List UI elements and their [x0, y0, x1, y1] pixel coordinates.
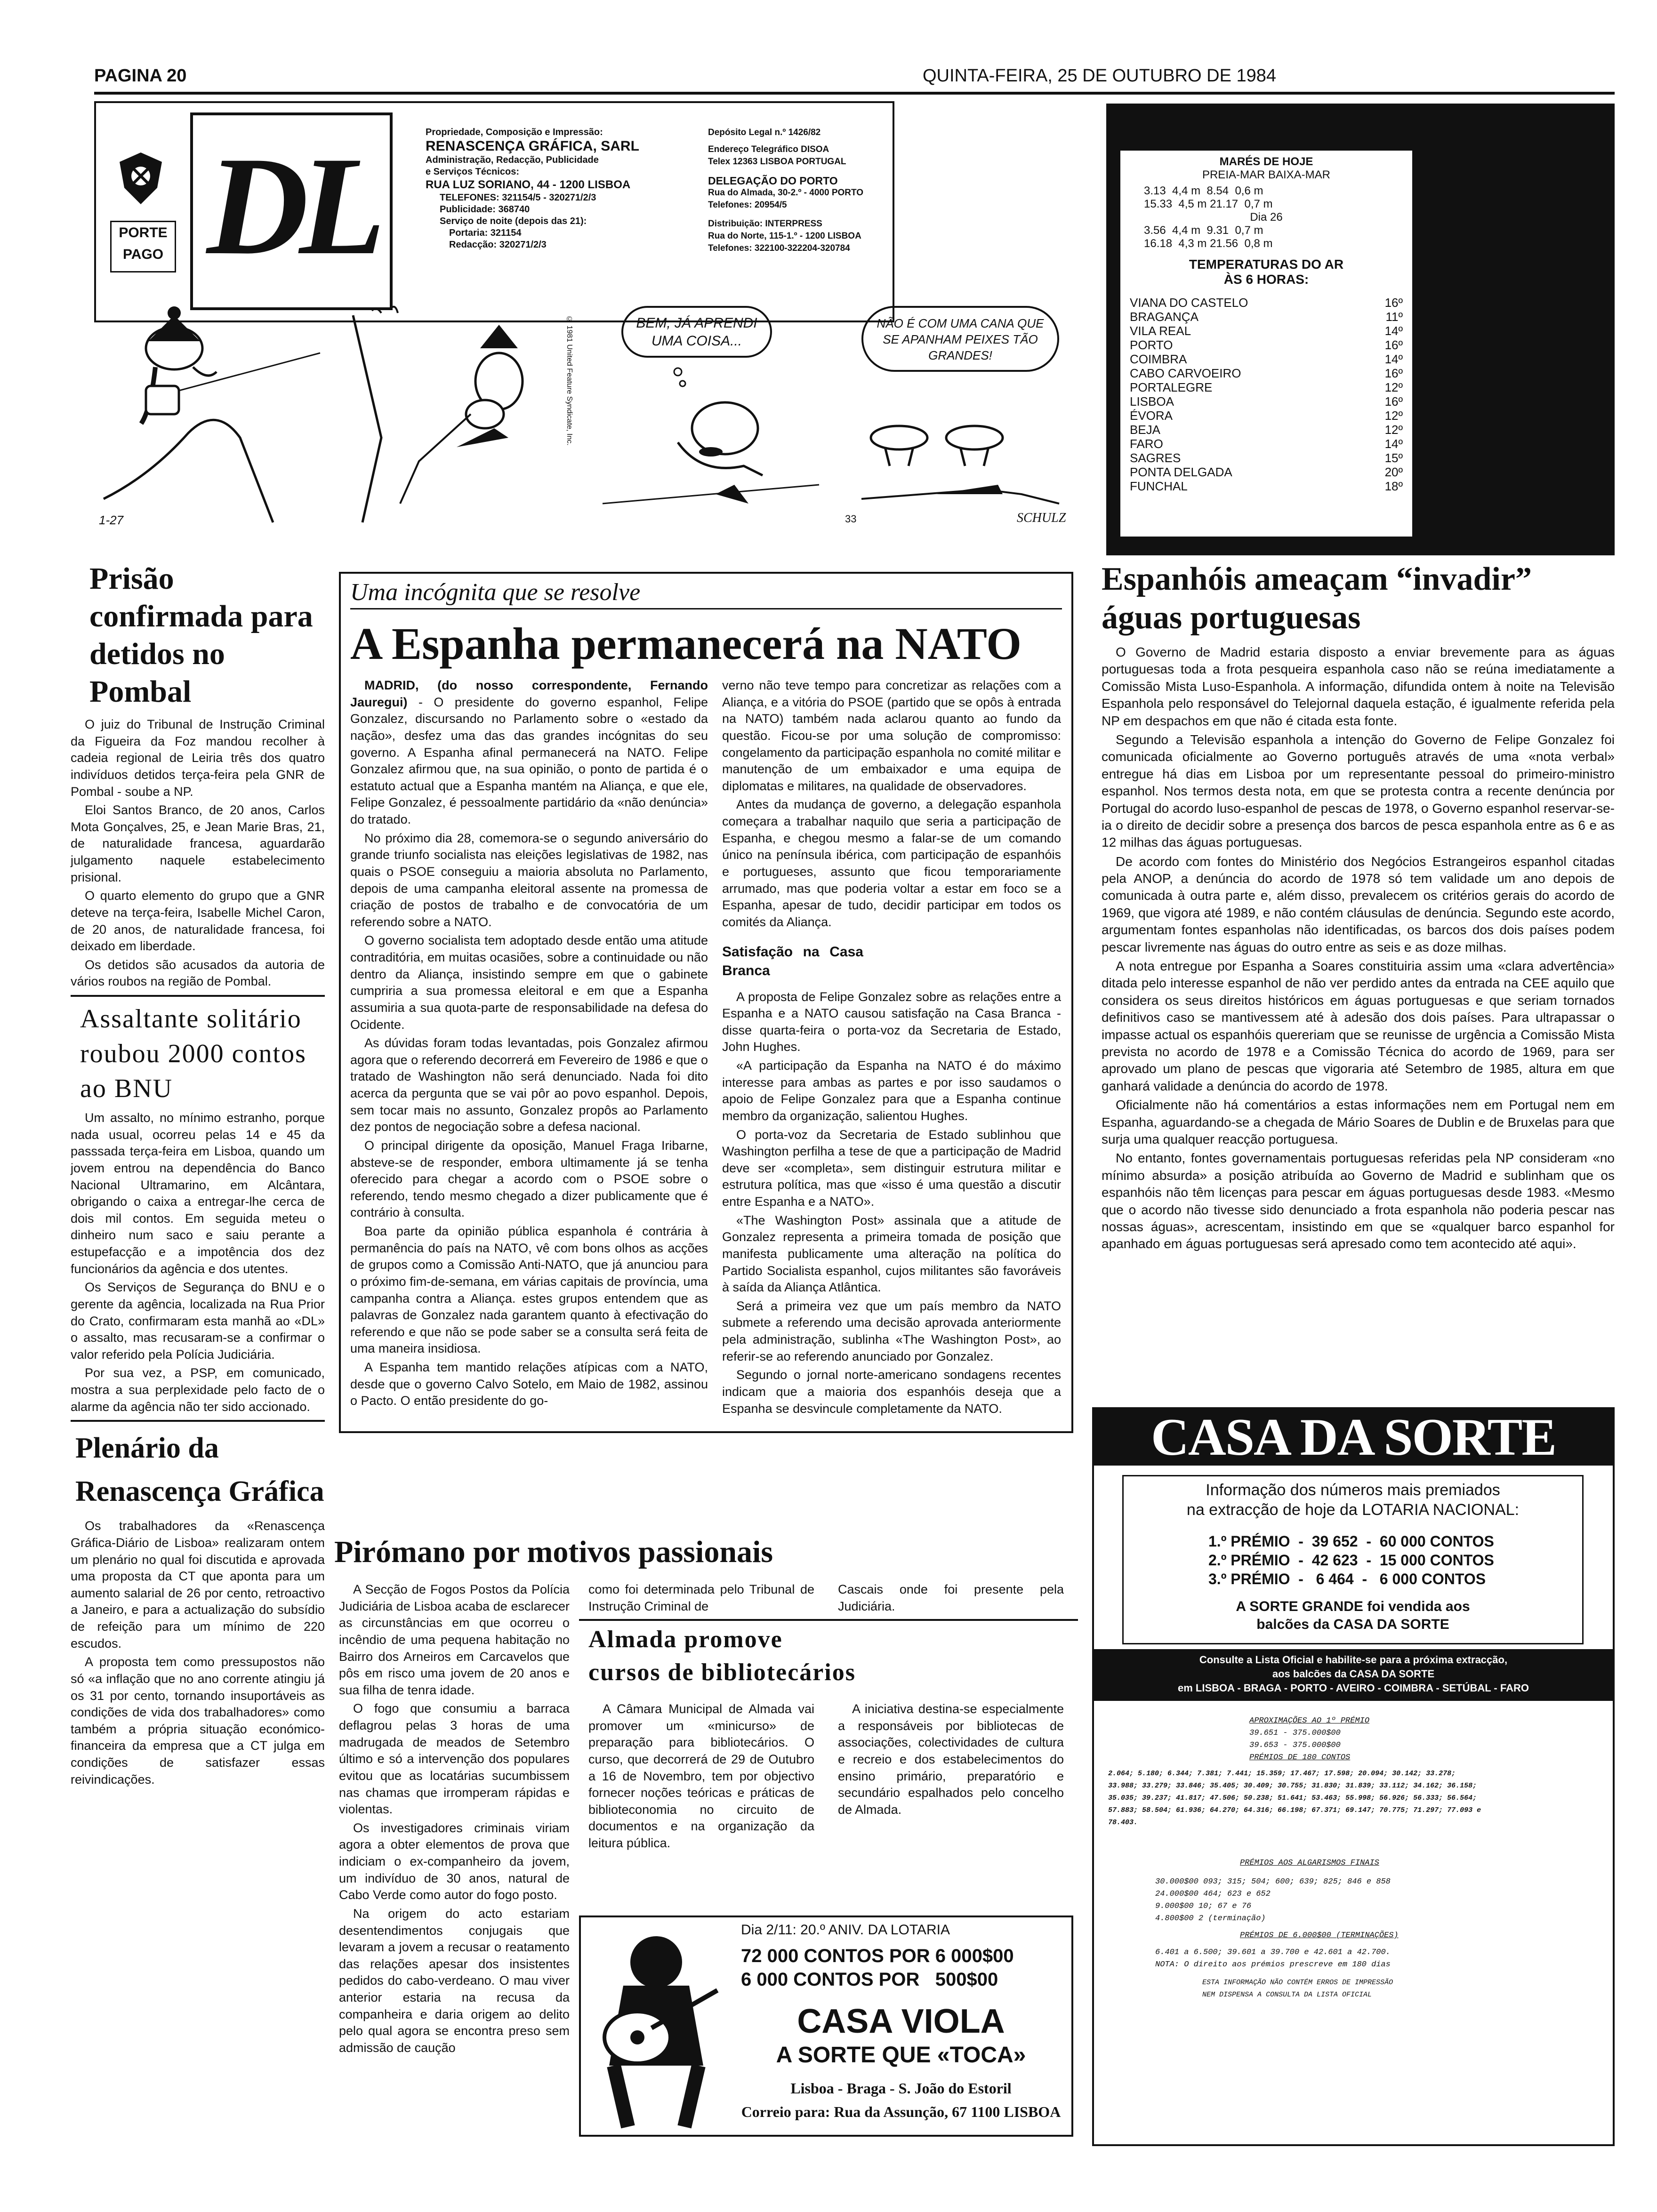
temp-city: SAGRES — [1130, 451, 1181, 465]
temp-row — [1130, 423, 1403, 437]
left-column — [71, 560, 325, 2137]
finals-line: 9.000$00 10; 67 e 76 — [1155, 1902, 1252, 1911]
temp-row — [1130, 296, 1403, 310]
temp-row — [1130, 409, 1403, 423]
paragraph: Os Serviços de Segurança do BNU e o gerente da agência, localizada na Rua Prior do Crato, confirmaram esta manhã ao «DL» o assalto, mas recusaram-se a confirmar o valor referido pela Polícia Judiciária. — [71, 1280, 325, 1362]
paragraph: «The Washington Post» assinala que a atitude de Gonzalez representa a primeira tomada de posição que manifesta publicamente uma alteração na política do Partido Socialista espanhol, cujos militantes são favoráveis à saída da Aliança Atlântica. — [722, 1213, 1061, 1295]
crest-icon — [115, 150, 167, 207]
headline-assaltante: Assaltante solitário roubou 2000 contos ao BNU — [80, 1004, 306, 1103]
paragraph: O juiz do Tribunal de Instrução Criminal da Figueira da Foz mandou recolher à cadeia regional de Leiria três dos quatro indivíduos detidos terça-feira pela GNR de Pombal - soube a NP. — [71, 717, 325, 799]
paragraph: O principal dirigente da oposição, Manuel Fraga Iribarne, absteve-se de responder, embora ultimamente já se tenha oferecido para chegar a acordo com o PSOE sobre o referendo, tendo mesmo chegado a dizer publicamente que é contrário à consulta. — [350, 1138, 708, 1220]
snoopy-thinking-drawing — [593, 297, 833, 532]
divider — [71, 995, 325, 997]
sorte-grande-1: A SORTE GRANDE foi vendida aos — [1236, 1599, 1470, 1614]
temp-row — [1130, 366, 1403, 380]
temp-city: CABO CARVOEIRO — [1130, 366, 1241, 380]
viola-line1: Dia 2/11: 20.º ANIV. DA LOTARIA — [741, 1922, 950, 1938]
paragraph: como foi determinada pelo Tribunal de Instrução Criminal de — [588, 1582, 814, 1613]
info-line: e Serviços Técnicos: — [426, 167, 519, 177]
temp-value: 16º — [1384, 338, 1403, 352]
temp-city: ÉVORA — [1130, 409, 1173, 423]
viola-line3: 6 000 CONTOS POR 500$00 — [741, 1969, 998, 1990]
porte-pago-box — [110, 221, 176, 272]
temps-list — [1130, 296, 1403, 493]
viola-address: Correio para: Rua da Assunção, 67 1100 LISBOA — [741, 2103, 1061, 2120]
weather-box — [1106, 104, 1615, 555]
article-assaltante — [71, 1110, 325, 1415]
piromano-article — [330, 1534, 1087, 2146]
dl-logo — [190, 112, 393, 310]
paragraph: O Governo de Madrid estaria disposto a enviar brevemente para as águas portuguesas toda a frota pesqueira espanhola caso não se reúna imediatamente a Comissão Mista Luso-Espanhola. A informação, difundida ontem à noite na Televisão Espanhola pelo responsável do Telejornal daquela estação, é igualmente referida pela NP em despachos em que não é citada esta fonte. — [1102, 645, 1615, 728]
paragraph: Por sua vez, a PSP, em comunicado, mostra a sua perplexidade pelo facto de o alarme da agência não ter sido accionado. — [71, 1366, 325, 1414]
dl-logo-text: DL — [207, 128, 376, 284]
paragraph: Eloi Santos Branco, de 20 anos, Carlos Mota Gonçalves, 25, e Jean Marie Bras, 21, de naturalidade francesa, aguardarão julgamento naquele estabelecimento prisional. — [71, 803, 325, 884]
temp-city: BRAGANÇA — [1130, 310, 1199, 324]
viola-cities: Lisboa - Braga - S. João do Estoril — [790, 2080, 1012, 2097]
viola-line2: 72 000 CONTOS POR 6 000$00 — [741, 1946, 1014, 1966]
results-title: PRÉMIOS DE 180 CONTOS — [1249, 1753, 1351, 1762]
temp-value: 12º — [1384, 423, 1403, 437]
temp-row — [1130, 394, 1403, 409]
temp-value: 14º — [1384, 437, 1403, 451]
approx-line: 39.653 - 375.000$00 — [1249, 1741, 1341, 1750]
temp-row — [1130, 437, 1403, 451]
sorte-header — [1094, 1409, 1613, 1466]
temp-row — [1130, 338, 1403, 352]
info-line: Endereço Telegráfico DISOA — [708, 144, 829, 154]
tides-row: 3.13 4,4 m 8.54 0,6 m — [1144, 184, 1263, 197]
paragraph: A Secção de Fogos Postos da Polícia Judiciária de Lisboa acaba de esclarecer as circunstâncias em que ocorreu o incêndio de uma pequena habitação no Bairro dos Arneiros em Carcavelos que pôs em risco uma jovem de 20 anos e sua filha de tenra idade. — [339, 1582, 570, 1697]
results-title: PRÉMIOS DE 6.000$00 (TERMINAÇÕES) — [1240, 1931, 1399, 1940]
numbers-line: 33.988; 33.279; 33.846; 35.405; 30.409; 30.755; 31.830; 31.839; 33.112; 34.162; 36.158; — [1108, 1782, 1477, 1790]
temp-city: PORTO — [1130, 338, 1173, 352]
temp-value: 20º — [1384, 465, 1403, 479]
info-line: TELEFONES: 321154/5 - 320271/2/3 — [440, 192, 596, 203]
paragraph: A iniciativa destina-se especialmente a responsáveis por bibliotecas de associações, colectividades de cultura e recreio e dos estabelecimentos do ensino primário, preparatório e secundário espalhados pelo concelho de Almada. — [838, 1702, 1064, 1817]
numbers-line: 2.064; 5.180; 6.344; 7.381; 7.441; 15.359; 17.467; 17.598; 20.094; 30.142; 33.278; — [1108, 1770, 1456, 1778]
disclaimer-line: NEM DISPENSA A CONSULTA DA LISTA OFICIAL — [1202, 1991, 1372, 1999]
paragraph: O fogo que consumiu a barraca deflagrou pelas 3 horas de uma madrugada de meados de Setembro último e só a intervenção dos populares evitou que as locatárias sucumbissem nas chamas que irromperam rápidas e violentas. — [339, 1701, 570, 1817]
tides-row: 15.33 4,5 m 21.17 0,7 m — [1144, 198, 1273, 210]
nato-lead-paragraph — [350, 677, 708, 828]
issue-date: QUINTA-FEIRA, 25 DE OUTUBRO DE 1984 — [923, 66, 1277, 86]
divider — [71, 1420, 325, 1422]
temp-value: 12º — [1384, 380, 1403, 394]
info-line: RENASCENÇA GRÁFICA, SARL — [426, 138, 639, 154]
paragraph: No entanto, fontes governamentais portuguesas referidas pela NP consideram «no mínimo absurda» a posição atribuída ao Governo de Madrid e sublinham que os espanhóis não têm licenças para pescar em águas portuguesas desde 1983. «Mesmo que o acordo não tivesse sido denunciado a frota espanhola não poderia pescar nas nossas águas», acrescentam, insistindo em que se «qualquer barco espanhol for apanhado em águas portuguesas será apresado como tem acontecido até aqui». — [1102, 1151, 1615, 1251]
piromano-column-a — [339, 1581, 570, 2059]
nato-article — [339, 572, 1073, 1433]
results-title: PRÉMIOS AOS ALGARISMOS FINAIS — [1240, 1859, 1379, 1867]
sorte-prize-2: 2.º PRÉMIO - 42 623 - 15 000 CONTOS — [1208, 1552, 1494, 1569]
consulte-line: aos balcões da CASA DA SORTE — [1272, 1668, 1435, 1680]
temp-value: 16º — [1384, 394, 1403, 409]
approx-line: 39.651 - 375.000$00 — [1249, 1729, 1341, 1738]
temp-row — [1130, 324, 1403, 338]
paragraph: A Espanha tem mantido relações atípicas com a NATO, desde que o governo Calvo Sotelo, em Maio de 1982, assinou o Pacto. O então presidente do go- — [350, 1360, 708, 1408]
sorte-title: CASA DA SORTE — [1150, 1408, 1556, 1467]
article-plenario — [71, 1518, 325, 1788]
temp-value: 12º — [1384, 409, 1403, 423]
temp-city: VIANA DO CASTELO — [1130, 296, 1248, 310]
sorte-prize-1: 1.º PRÉMIO - 39 652 - 60 000 CONTOS — [1208, 1533, 1494, 1550]
piromano-column-b — [588, 1581, 814, 1617]
info-line: Propriedade, Composição e Impressão: — [426, 127, 603, 137]
paragraph: De acordo com fontes do Ministério dos Negócios Estrangeiros espanhol citadas pela ANOP, a denúncia do acordo de 1978 só tem validade um ano depois de comunicada à outra parte e, além disso, prevalecem os critérios gerais do acordo de 1969, que vigora até 1989, e não contém cláusulas de denúncia. Segundo este acordo, argumentam fontes espanholas não identificadas, os barcos dos dois países podem pescar livremente nas águas do outro entre as seis e as doze milhas. — [1102, 854, 1615, 954]
paragraph: Os detidos são acusados da autoria de vários roubos na região de Pombal. — [71, 957, 325, 989]
paragraph: Os trabalhadores da «Renascença Gráfica-Diário de Lisboa» realizaram ontem um plenário no qual foi discutida e aprovada uma proposta da CT que aponta para um aumento salarial de 26 por cento, retroactivo a Janeiro, e para a actualização do subsídio de refeição para um mínimo de 220 escudos. — [71, 1519, 325, 1651]
paragraph: Os investigadores criminais viriam agora a obter elementos de prova que indiciam o ex-companheiro da jovem, um indivíduo de 30 anos, natural de Cabo Verde como autor do fogo posto. — [339, 1820, 570, 1902]
casa-viola-ad — [579, 1915, 1073, 2137]
paragraph: O governo socialista tem adoptado desde então uma atitude contraditória, em muitas ocasiões, sobre a continuidade ou não dentro da Aliança, insistindo sempre em que o gabinete cumpriria a sua promessa eleitoral e em que a Espanha assumiria a sua quota-parte de responsabilidade na defesa do Ocidente. — [350, 933, 708, 1032]
tides-row: 3.56 4,4 m 9.31 0,7 m — [1144, 224, 1263, 237]
temp-value: 11º — [1385, 310, 1403, 324]
paragraph: Na origem do acto estariam desentendimentos conjugais que levaram a jovem a recusar o reatamento das relações apesar dos insistentes pedidos do cabo-verdeano. O mau viver anterior estaria na recusa da companheira e daria origem ao delito pelo qual agora se encontra preso sem admissão de caução — [339, 1906, 570, 2055]
paragraph: A proposta tem como pressupostos não só «a inflação que no ano corrente atingiu já os 31 por cento, tornando insuportáveis as condições de vida dos trabalhadores» como também a própria situação económico-financeira da empresa que a CT julga em condições de satisfazer essas reivindicações. — [71, 1655, 325, 1787]
almada-column-b — [838, 1701, 1064, 1820]
numbers-line: 57.883; 58.504; 61.936; 64.270; 64.316; 66.198; 67.371; 69.147; 70.775; 71.297; 77.093 e — [1108, 1806, 1481, 1814]
temp-row — [1130, 465, 1403, 479]
paragraph: O quarto elemento do grupo que a GNR deteve na terça-feira, Isabelle Michel Caron, de 20 anos, de naturalidade francesa, foi deixado em liberdade. — [71, 889, 325, 954]
masthead-left-info — [426, 127, 670, 251]
nato-column-b — [722, 677, 1061, 1419]
paragraph: No próximo dia 28, comemora-se o segundo aniversário do grande triunfo socialista nas eleições legislativas de 1982, nas quais o PSOE conseguiu a maioria absoluta no Parlamento, depois de uma campanha eleitoral assente na promessa de criação de postos de trabalho e de convocatória de um referendo sobre a NATO. — [350, 831, 708, 929]
sorte-grande-2: balcões da CASA DA SORTE — [1256, 1617, 1449, 1632]
nota-line: NOTA: O direito aos prémios prescreve em 180 dias — [1155, 1960, 1391, 1969]
consulte-line: em LISBOA - BRAGA - PORTO - AVEIRO - COIMBRA - SETÚBAL - FARO — [1178, 1682, 1529, 1694]
paragraph: A Câmara Municipal de Almada vai promover um «minicurso» de preparação para bibliotecários. O curso, que decorrerá de 29 de Outubro a 16 de Novembro, tem por objectivo fornecer noções teóricas e práticas de biblioteconomia no circuito de documentos e na organização da leitura pública. — [588, 1702, 814, 1850]
comic-date: 1-27 — [99, 513, 124, 527]
almada-column-a — [588, 1701, 814, 1854]
disclaimer-line: ESTA INFORMAÇÃO NÃO CONTÉM ERROS DE IMPRESSÃO — [1202, 1979, 1393, 1987]
piromano-headline: Pirómano por motivos passionais — [334, 1535, 773, 1569]
info-line: DELEGAÇÃO DO PORTO — [708, 175, 838, 187]
temp-city: LISBOA — [1130, 394, 1174, 409]
paragraph: Oficialmente não há comentários a estas informações nem em Portugal nem em Espanha, aguardando-se a chegada de Mário Soares de Dublin e de Bruxelas para que surja uma qualquer reacção portuguesa. — [1102, 1098, 1615, 1146]
info-line: Administração, Redacção, Publicidade — [426, 155, 599, 165]
nato-column-a — [350, 677, 708, 1411]
temp-row — [1130, 479, 1403, 493]
masthead-right-info — [708, 127, 892, 255]
sorte-prize-3: 3.º PRÉMIO - 6 464 - 6 000 CONTOS — [1208, 1571, 1486, 1587]
info-line: Rua do Norte, 115-1.º - 1200 LISBOA — [708, 231, 861, 241]
tides-row: Dia 26 — [1250, 211, 1283, 224]
temp-city: FUNCHAL — [1130, 479, 1188, 493]
temp-row — [1130, 310, 1403, 324]
article-prisao — [71, 716, 325, 990]
info-line: Telefones: 322100-322204-320784 — [708, 243, 850, 253]
temp-city: BEJA — [1130, 423, 1161, 437]
sorte-results-list — [1108, 1715, 1602, 2001]
paragraph: «A participação da Espanha na NATO é do máximo interesse para ambas as partes e por isso saudamos o apoio de Felipe Gonzalez para que a Espanha continue membro da organização, salientou Hughes. — [722, 1058, 1061, 1123]
temp-value: 18º — [1384, 479, 1403, 493]
temp-row — [1130, 380, 1403, 394]
paragraph: verno não teve tempo para concretizar as relações com a Aliança, e a vitória do PSOE (partido que se opôs à entrada na NATO) também nada aclarou quanto ao fundo da questão. Ficou-se por uma solução de compromisso: congelamento da participação espanhola no comité militar e manutenção de um embaixador e uma equipa de diplomatas e militares, na qualidade de observadores. — [722, 678, 1061, 793]
paragraph: A proposta de Felipe Gonzalez sobre as relações entre a Espanha e a NATO causou satisfação na Casa Branca - disse quarta-feira o porta-voz da Secretaria de Estado, John Hughes. — [722, 989, 1061, 1054]
info-line: RUA LUZ SORIANO, 44 - 1200 LISBOA — [426, 178, 631, 191]
info-line: Telex 12363 LISBOA PORTUGAL — [708, 157, 846, 167]
casa-da-sorte-ad — [1092, 1407, 1615, 2146]
sorte-consulte-bar — [1094, 1649, 1613, 1701]
sorte-info-box — [1122, 1475, 1584, 1644]
temp-city: VILA REAL — [1130, 324, 1191, 338]
paragraph: Será a primeira vez que um país membro da NATO submete a referendo uma decisão aprovada anteriormente pela administração, sublinha «The Washington Post», ao referir-se ao referendo anunciado por Gonzalez. — [722, 1298, 1061, 1363]
headline-plenario: Plenário da Renascença Gráfica — [75, 1432, 324, 1508]
finals-line: 30.000$00 093; 315; 504; 600; 639; 825; 846 e 858 — [1155, 1877, 1391, 1886]
temps-title: TEMPERATURAS DO AR — [1189, 257, 1344, 272]
finals-line: 24.000$00 464; 623 e 652 — [1155, 1890, 1271, 1899]
paragraph: Um assalto, no mínimo estranho, porque nada usual, ocorreu pelas 14 e 45 da passsada terça-feira em Lisboa, quando um jovem entrou na dependência do Banco Nacional Ultramarino, em Alcântara, obrigando o caixa a entregar-lhe cerca de dois mil contos. Em seguida meteu o dinheiro num saco e saiu perante a estupefacção e a impotência dos dez funcionários da agência e dos utentes. — [71, 1111, 325, 1276]
snoopy-sliding-drawing — [344, 297, 584, 532]
piromano-column-c — [838, 1581, 1064, 1617]
consulte-line: Consulte a Lista Oficial e habilite-se para a próxima extracção, — [1199, 1654, 1508, 1666]
nato-headline: A Espanha permanecerá na NATO — [350, 618, 1022, 669]
info-line: Telefones: 20954/5 — [708, 200, 787, 210]
comic-panel-3 — [593, 297, 833, 532]
headline-prisao: Prisão confirmada para detidos no Pombal — [89, 561, 313, 709]
comic-number: 33 — [845, 513, 857, 525]
paragraph: Segundo o jornal norte-americano sondagens recentes indicam que a maioria dos espanhóis deseja que a Espanha se desvincule completamente da NATO. — [722, 1368, 1061, 1416]
viola-slogan: A SORTE QUE «TOCA» — [776, 2043, 1026, 2068]
temp-city: FARO — [1130, 437, 1163, 451]
numbers-line: 35.035; 39.237; 41.817; 47.506; 50.238; 51.641; 53.463; 55.998; 56.926; 56.333; 56.564; — [1108, 1794, 1477, 1802]
temp-value: 15º — [1384, 451, 1403, 465]
paragraph: Segundo a Televisão espanhola a intenção do Governo de Felipe Gonzalez foi comunicada oficialmente ao Governo português através de uma «nota verbal» entregue há dias em Lisboa por um representante pessoal do primeiro-ministro espanhol. Nos termos desta nota, em que se protesta contra a recente denúncia por Portugal do acordo luso-espanhol de pescas de 1978, o Governo espanhol reservar-se-ia o direito de decidir sobre a presença dos barcos de pesca espanhola entre as 6 e as 12 milhas das águas portuguesas. — [1102, 732, 1615, 850]
temp-city: PORTALEGRE — [1130, 380, 1213, 394]
info-line: Portaria: 321154 — [449, 228, 522, 238]
temp-value: 16º — [1384, 296, 1403, 310]
pago-label: PAGO — [122, 247, 164, 262]
viola-name: CASA VIOLA — [797, 2003, 1005, 2040]
page-number: PAGINA 20 — [94, 66, 187, 86]
speech-bubble-1: BEM, JÁ APRENDI UMA COISA... — [621, 306, 772, 358]
masthead — [94, 101, 894, 322]
info-line: Distribuição: INTERPRESS — [708, 219, 822, 229]
espanhois-body — [1102, 644, 1615, 1253]
info-line: Redacção: 320271/2/3 — [449, 240, 547, 250]
espanhois-headline: Espanhóis ameaçam “invadir” águas portuguesas — [1102, 561, 1532, 636]
temp-value: 16º — [1384, 366, 1403, 380]
sorte-info-2: na extracção de hoje da LOTARIA NACIONAL: — [1186, 1501, 1520, 1519]
paragraph: A nota entregue por Espanha a Soares constituiria assim uma «clara advertência» ditada pelo interesse espanhol de não ver perdido antes da entrada na CEE aquilo que considera os seus direitos históricos em águas portuguesas e que seriam tornados definitivos caso se mantivessem até à adesão dos dois países. Para ultrapassar o impasse actual os espanhóis quereriam que se reunisse de urgência a Comissão Mista prevista no acordo de 1978 e a Comissão Técnica do acordo de 1969, para ser aprovado um plano de pescas que vigoraria até Setembro de 1985, altura em que ganhará validade a denúncia do acordo de 1978. — [1102, 959, 1615, 1093]
numbers-line: 78.403. — [1108, 1819, 1138, 1827]
paragraph: Cascais onde foi presente pela Judiciária. — [838, 1582, 1064, 1613]
tides-subtitle: PREIA-MAR BAIXA-MAR — [1202, 168, 1331, 181]
snoopy-fishing-drawing — [94, 297, 334, 532]
temps-subtitle: ÀS 6 HORAS: — [1223, 272, 1309, 287]
nato-kicker: Uma incógnita que se resolve — [350, 578, 1062, 609]
temp-value: 14º — [1384, 352, 1403, 366]
comic-panel-1 — [94, 297, 334, 532]
porte-label: PORTE — [119, 225, 168, 240]
paragraph: Boa parte da opinião pública espanhola é contrária à permanência do país na NATO, vê com bons olhos as acções de grupos como a Comissão Anti-NATO, que já anunciou para o próximo fim-de-semana, em várias capitais de província, uma campanha contra a Aliança. estes grupos entendem que as palavras de Gonzalez nada garantem quanto à efectivação do referendo e que não se pode saber se a consulta será feita de uma maneira insidiosa. — [350, 1224, 708, 1356]
comic-panel-4 — [843, 297, 1092, 532]
temp-row — [1130, 451, 1403, 465]
comic-copyright: © 1981 United Feature Syndicate, Inc. — [565, 315, 573, 446]
tides-title: MARÉS DE HOJE — [1219, 155, 1313, 168]
paragraph: Antes da mudança de governo, a delegação espanhola começara a trabalhar naquilo que seria a participação de Espanha, e chegou mesmo a falar-se de um comando único na península ibérica, com participação de espanhóis e portugueses, assunto que ficou temporariamente arrumado, mas que poderia voltar a estar em foco se a Espanha, apesar de tudo, decidir participar em todos os comités da Aliança. — [722, 797, 1061, 929]
temp-value: 14º — [1384, 324, 1403, 338]
guitar-player-icon — [586, 1924, 727, 2132]
temp-city: PONTA DELGADA — [1130, 465, 1232, 479]
finals-line: 4.800$00 2 (terminação) — [1155, 1914, 1266, 1923]
almada-headline-2: cursos de bibliotecários — [588, 1659, 856, 1686]
rocks-drawing — [843, 297, 1092, 532]
nato-lead: MADRID, (do nosso correspondente, Fernando Jauregui) — [350, 678, 708, 709]
info-line: Publicidade: 368740 — [440, 204, 530, 215]
tides-row: 16.18 4,3 m 21.56 0,8 m — [1144, 237, 1273, 250]
six-line: 6.401 a 6.500; 39.601 a 39.700 e 42.601 a 42.700. — [1155, 1948, 1391, 1957]
comic-signature: SCHULZ — [1017, 511, 1066, 525]
almada-headline-1: Almada promove — [588, 1626, 783, 1653]
comic-strip — [94, 297, 1092, 532]
paragraph: As dúvidas foram todas levantadas, pois Gonzalez afirmou agora que o referendo decorrerá em Fevereiro de 1986 e que o tratado de Washington não será denunciado. Nada foi dito acerca da pergunta que se vai pôr ao povo espanhol. Depois, sem tocar mais no assunto, Gonzalez propôs ao Parlamento dez pontos de negociação sobre a defesa nacional. — [350, 1036, 708, 1134]
results-title: APROXIMAÇÕES AO 1º PRÉMIO — [1249, 1716, 1370, 1725]
weather-panel — [1120, 151, 1412, 537]
nato-subhead: Satisfação na Casa Branca — [722, 944, 863, 978]
comic-panel-2 — [344, 297, 584, 532]
paragraph: - O presidente do governo espanhol, Felipe Gonzalez, discursando no Parlamento sobre o «estado da nação», desfez uma das das grandes incógnitas do seu governo. A Espanha afinal permanecerá na NATO. Felipe Gonzalez afirmou que, na sua opinião, o ponto de partida é o estatuto actual que a Espanha mantém na Aliança, e que ele, Felipe Gonzalez, é pessoalmente partidário da «não denúncia» do tratado. — [350, 695, 708, 826]
paragraph: O porta-voz da Secretaria de Estado sublinhou que Washington perfilha a tese de que a participação de Madrid deve ser «completa», sem distinguir estrutura militar e estrutura política, mas que «isso é uma questão a discutir entre Espanha e a NATO». — [722, 1127, 1061, 1209]
info-line: Rua do Almada, 30-2.º - 4000 PORTO — [708, 188, 864, 198]
info-line: Depósito Legal n.º 1426/82 — [708, 128, 821, 137]
temp-city: COIMBRA — [1130, 352, 1187, 366]
espanhois-article — [1102, 560, 1615, 1407]
temp-row — [1130, 352, 1403, 366]
header-rule — [94, 92, 1615, 95]
speech-bubble-2: NÃO É COM UMA CANA QUE SE APANHAM PEIXES TÃO GRANDES! — [861, 306, 1059, 372]
info-line: Serviço de noite (depois das 21): — [440, 216, 587, 226]
sorte-info-1: Informação dos números mais premiados — [1206, 1481, 1500, 1499]
